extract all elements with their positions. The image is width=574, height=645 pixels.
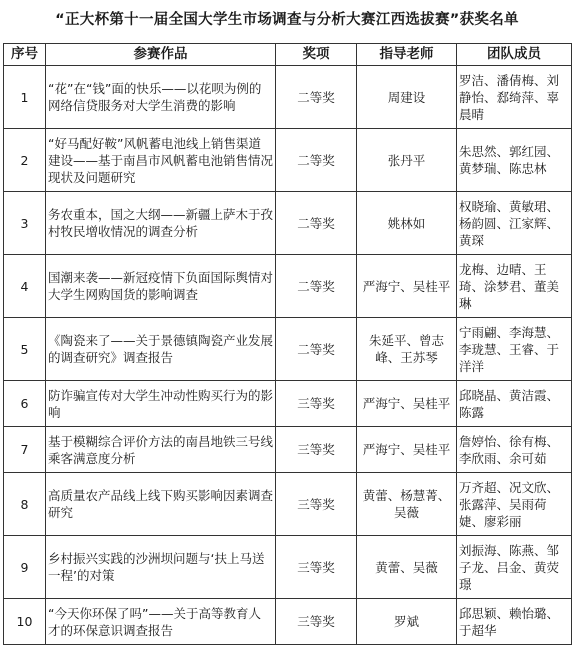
header-team: 团队成员 — [457, 44, 572, 66]
advisor-names: 黄蕾、吴薇 — [357, 536, 457, 599]
award-table-header — [4, 44, 572, 66]
row-number: 3 — [4, 192, 46, 255]
header-award: 奖项 — [276, 44, 357, 66]
header-work: 参赛作品 — [46, 44, 276, 66]
table-row — [4, 473, 572, 536]
row-number: 1 — [4, 66, 46, 129]
team-members: 龙梅、边晴、王琦、涂梦君、董美琳 — [457, 255, 572, 318]
team-members: 宁雨翩、李海慧、李珑慧、王睿、于洋洋 — [457, 318, 572, 381]
work-title: 基于模糊综合评价方法的南昌地铁三号线乘客满意度分析 — [46, 427, 276, 473]
award-level: 三等奖 — [276, 536, 357, 599]
advisor-names: 姚林如 — [357, 192, 457, 255]
table-row — [4, 427, 572, 473]
row-number: 6 — [4, 381, 46, 427]
award-table — [3, 43, 572, 645]
table-row — [4, 255, 572, 318]
row-number: 4 — [4, 255, 46, 318]
award-level: 三等奖 — [276, 473, 357, 536]
award-level: 三等奖 — [276, 381, 357, 427]
work-title: “好马配好鞍”风帆蓄电池线上销售渠道建设——基于南昌市风帆蓄电池销售情况现状及问题研究 — [46, 129, 276, 192]
award-level: 二等奖 — [276, 318, 357, 381]
work-title: 《陶瓷来了——关于景德镇陶瓷产业发展的调查研究》调查报告 — [46, 318, 276, 381]
team-members: 邱思颖、赖怡璐、于超华 — [457, 599, 572, 645]
work-title: 务农重本，国之大纲——新疆上萨木于孜村牧民增收情况的调查分析 — [46, 192, 276, 255]
row-number: 2 — [4, 129, 46, 192]
table-row — [4, 318, 572, 381]
header-row — [4, 44, 572, 66]
work-title: 防诈骗宣传对大学生冲动性购买行为的影响 — [46, 381, 276, 427]
award-level: 三等奖 — [276, 599, 357, 645]
team-members: 邱晓晶、黄洁霞、陈露 — [457, 381, 572, 427]
advisor-names: 张丹平 — [357, 129, 457, 192]
advisor-names: 黄蕾、杨慧菁、吴薇 — [357, 473, 457, 536]
advisor-names: 朱延平、曾志峰、王苏琴 — [357, 318, 457, 381]
row-number: 7 — [4, 427, 46, 473]
award-level: 二等奖 — [276, 255, 357, 318]
work-title: “花”在“钱”面的快乐——以花呗为例的网络信贷服务对大学生消费的影响 — [46, 66, 276, 129]
table-row — [4, 599, 572, 645]
table-row — [4, 66, 572, 129]
advisor-names: 严海宁、吴桂平 — [357, 381, 457, 427]
header-no: 序号 — [4, 44, 46, 66]
work-title: 乡村振兴实践的沙洲坝问题与‘扶上马送一程’的对策 — [46, 536, 276, 599]
award-table-body — [4, 66, 572, 645]
team-members: 权晓瑜、黄敏珺、杨韵圆、江家辉、黄琛 — [457, 192, 572, 255]
team-members: 罗洁、潘倩梅、刘静怡、郄绮萍、辜晨晴 — [457, 66, 572, 129]
award-level: 三等奖 — [276, 427, 357, 473]
document-title: “正大杯第十一届全国大学生市场调查与分析大赛江西选拔赛”获奖名单 — [55, 12, 519, 28]
header-advisor: 指导老师 — [357, 44, 457, 66]
team-members: 刘振海、陈燕、邹子龙、吕金、黄荧璟 — [457, 536, 572, 599]
table-row — [4, 192, 572, 255]
row-number: 5 — [4, 318, 46, 381]
award-level: 二等奖 — [276, 129, 357, 192]
team-members: 万齐超、况文欣、张露萍、吴雨荷婕、廖彩丽 — [457, 473, 572, 536]
award-level: 二等奖 — [276, 192, 357, 255]
table-row — [4, 381, 572, 427]
row-number: 8 — [4, 473, 46, 536]
team-members: 詹婷怡、徐有梅、李欣雨、余可茹 — [457, 427, 572, 473]
row-number: 10 — [4, 599, 46, 645]
work-title: 高质量农产品线上线下购买影响因素调查研究 — [46, 473, 276, 536]
advisor-names: 严海宁、吴桂平 — [357, 255, 457, 318]
award-level: 二等奖 — [276, 66, 357, 129]
work-title: “今天你环保了吗”——关于高等教育人才的环保意识调查报告 — [46, 599, 276, 645]
advisor-names: 严海宁、吴桂平 — [357, 427, 457, 473]
table-row — [4, 129, 572, 192]
row-number: 9 — [4, 536, 46, 599]
advisor-names: 周建设 — [357, 66, 457, 129]
table-row — [4, 536, 572, 599]
advisor-names: 罗斌 — [357, 599, 457, 645]
work-title: 国潮来袭——新冠疫情下负面国际舆情对大学生网购国货的影响调查 — [46, 255, 276, 318]
team-members: 朱思然、郭红园、黄梦瑞、陈忠林 — [457, 129, 572, 192]
